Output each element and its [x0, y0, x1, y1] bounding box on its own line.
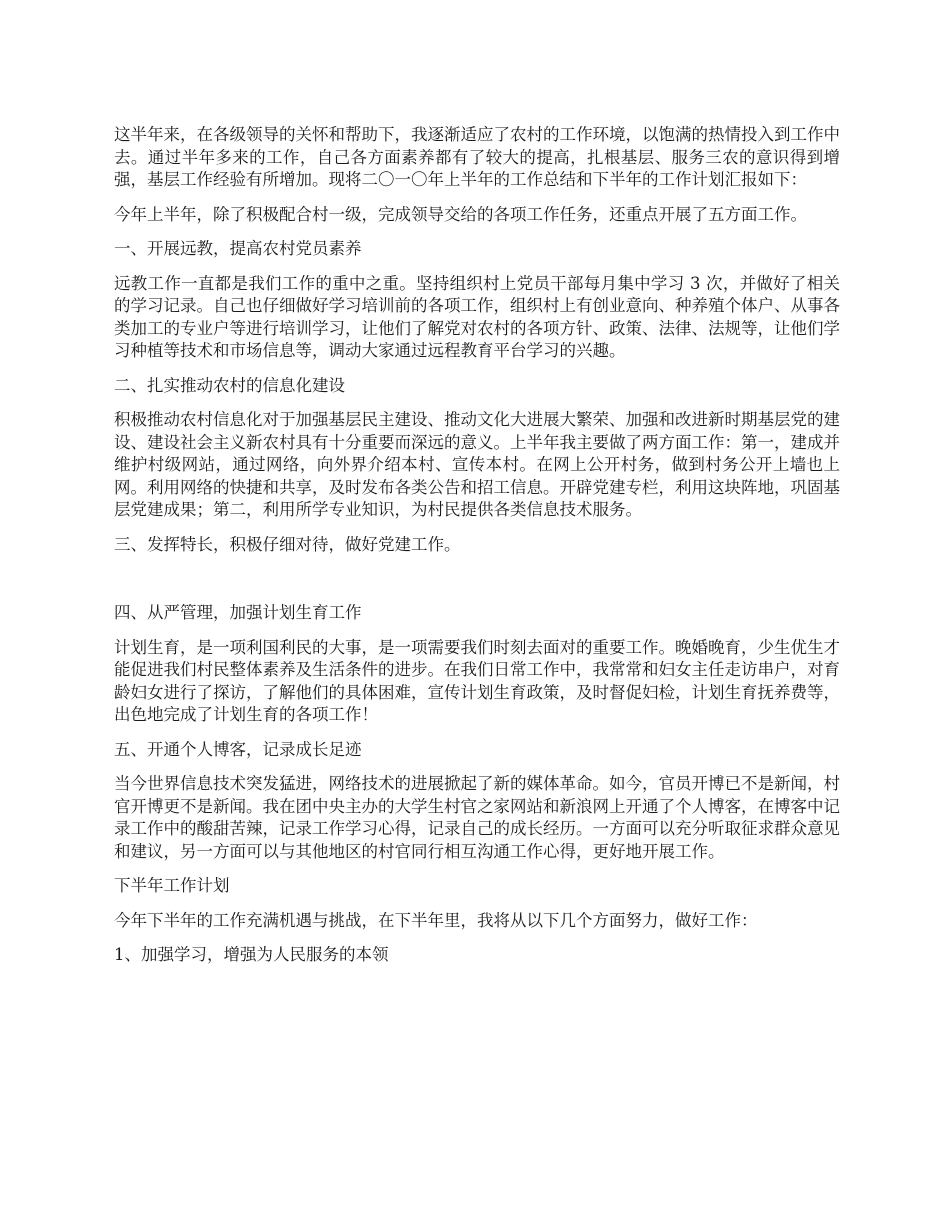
- plan-item-1: 1、加强学习，增强为人民服务的本领: [114, 945, 389, 964]
- plan-intro-paragraph: 今年下半年的工作充满机遇与挑战，在下半年里，我将从以下几个方面努力，做好工作：: [114, 910, 758, 930]
- section-1-paragraph: 远教工作一直都是我们工作的重中之重。坚持组织村上党员干部每月集中学习 3 次，并做好了相关的学习记录。自己也仔细做好学习培训前的各项工作，组织村上有创业意向、种养殖个体户、从事各类加工的专业户等进行培训学习，让他们了解党对农村的各项方针、政策、法律、法规等，让他们学习种植等技术和市场信息等，调动大家通过远程教育平台学习的兴趣。: [114, 273, 840, 360]
- overview-paragraph: 今年上半年，除了积极配合村一级，完成领导交给的各项工作任务，还重点开展了五方面工作。: [114, 204, 807, 224]
- section-2-paragraph: 积极推动农村信息化对于加强基层民主建设、推动文化大进展大繁荣、加强和改进新时期基层党的建设、建设社会主义新农村具有十分重要而深远的意义。上半年我主要做了两方面工作：第一，建成并维护村级网站，通过网络，向外界介绍本村、宣传本村。在网上公开村务，做到村务公开上墙也上网。利用网络的快捷和共享，及时发布各类公告和招工信息。开辟党建专栏，利用这块阵地，巩固基层党建成果；第二，利用所学专业知识，为村民提供各类信息技术服务。: [114, 410, 840, 519]
- plan-heading: 下半年工作计划: [114, 876, 230, 895]
- section-heading-2: 二、扎实推动农村的信息化建设: [114, 375, 345, 395]
- document-body: [114, 124, 840, 979]
- intro-paragraph: 这半年来，在各级领导的关怀和帮助下，我逐渐适应了农村的工作环境，以饱满的热情投入到工作中去。通过半年多来的工作，自己各方面素养都有了较大的提高，扎根基层、服务三农的意识得到增强，基层工作经验有所增加。现将二〇一〇年上半年的工作总结和下半年的工作计划汇报如下：: [114, 125, 840, 189]
- section-heading-1: 一、开展远教，提高农村党员素养: [114, 239, 362, 258]
- section-5-paragraph: 当今世界信息技术突发猛进，网络技术的进展掀起了新的媒体革命。如今，官员开博已不是新闻，村官开博更不是新闻。我在团中央主办的大学生村官之家网站和新浪网上开通了个人博客，在博客中记录工作中的酸甜苦辣，记录工作学习心得，记录自己的成长经历。一方面可以充分听取征求群众意见和建议，另一方面可以与其他地区的村官同行相互沟通工作心得，更好地开展工作。: [114, 774, 840, 861]
- section-heading-3: 三、发挥特长，积极仔细对待，做好党建工作。: [114, 534, 461, 554]
- section-heading-5: 五、开通个人博客，记录成长足迹: [114, 739, 362, 759]
- section-heading-4: 四、从严管理，加强计划生育工作: [114, 603, 362, 622]
- section-4-paragraph: 计划生育，是一项利国利民的大事，是一项需要我们时刻去面对的重要工作。晚婚晚育，少生优生才能促进我们村民整体素养及生活条件的进步。在我们日常工作中，我常常和妇女主任走访串户，对育龄妇女进行了探访，了解他们的具体困难，宣传计划生育政策，及时督促妇检，计划生育抚养费等，出色地完成了计划生育的各项工作！: [114, 637, 840, 724]
